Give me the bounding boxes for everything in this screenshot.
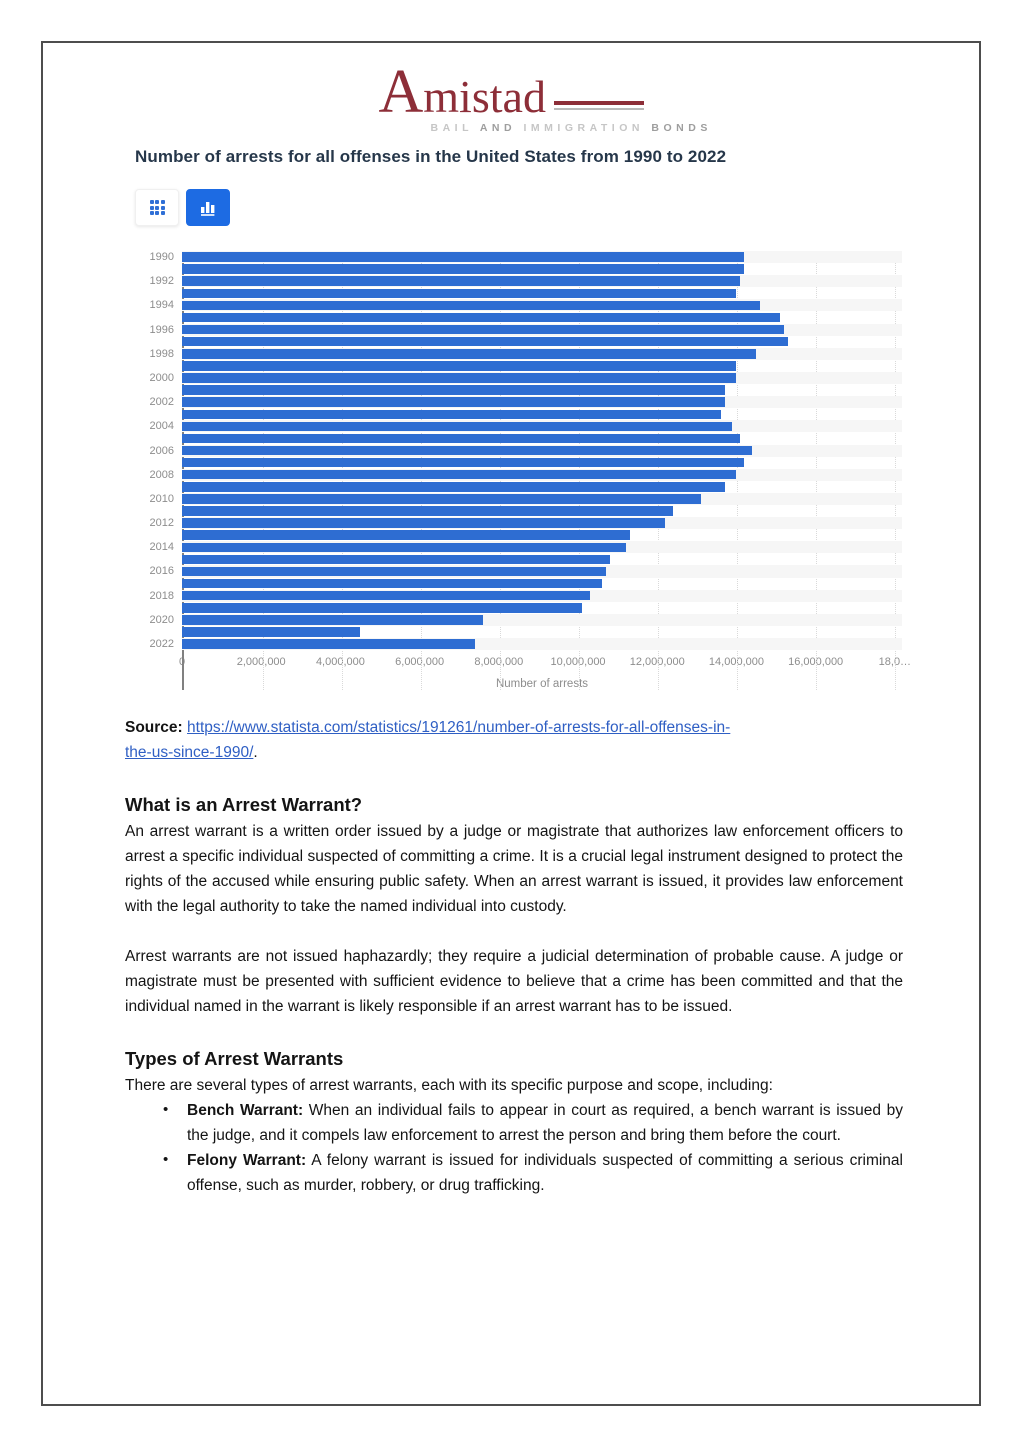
chart-row-2012 (135, 517, 902, 529)
chart-row-2011 (135, 505, 902, 517)
bar-2015[interactable] (182, 555, 610, 565)
y-axis-label: 1992 (149, 275, 174, 288)
bar-2017[interactable] (182, 579, 602, 589)
paragraph: Arrest warrants are not issued haphazardly; they require a judicial determination of probable cause. A judge or magistrate must be presented with sufficient evidence to believe that a crime has been committed and that the individual named in the warrant is likely responsible if an arrest warrant has to be issued. (125, 948, 903, 1015)
chart-row-2020 (135, 614, 902, 626)
chart-row-track (182, 565, 902, 577)
heading-types-of-arrest-warrants: Types of Arrest Warrants (125, 1048, 344, 1069)
chart-row-2006 (135, 445, 902, 457)
chart-row-track (182, 408, 902, 420)
article (125, 715, 903, 1198)
y-axis-label: 2014 (149, 541, 174, 554)
x-tick-label: 10,000,000 (550, 656, 606, 669)
x-tick-label: 14,000,000 (708, 656, 764, 669)
chart-row-1991 (135, 263, 902, 275)
bar-2009[interactable] (182, 482, 725, 492)
y-axis-label: 1990 (149, 251, 174, 264)
chart-row-1992 (135, 275, 902, 287)
chart-row-1999 (135, 360, 902, 372)
bar-2008[interactable] (182, 470, 736, 480)
chart-row-track (182, 481, 902, 493)
chart-row-1997 (135, 336, 902, 348)
chart-row-2014 (135, 541, 902, 553)
chart-row-track (182, 287, 902, 299)
chart-row-track (182, 590, 902, 602)
heading-what-is-arrest-warrant: What is an Arrest Warrant? (125, 794, 363, 815)
chart-plot-area (135, 251, 902, 650)
bar-1991[interactable] (182, 264, 744, 274)
chart-row-track (182, 626, 902, 638)
bar-2019[interactable] (182, 603, 582, 613)
chart-row-track (182, 420, 902, 432)
y-axis-label: 2006 (149, 444, 174, 457)
page-border (41, 41, 981, 1406)
logo (43, 58, 979, 139)
y-axis-label: 1998 (149, 347, 174, 360)
x-tick-label: 0 (178, 656, 186, 669)
chart-row-2018 (135, 590, 902, 602)
bar-2000[interactable] (182, 373, 736, 383)
chart-row-track (182, 384, 902, 396)
y-axis-label: 2020 (149, 613, 174, 626)
bar-2006[interactable] (182, 446, 752, 456)
bar-2005[interactable] (182, 434, 740, 444)
chart-row-track (182, 372, 902, 384)
chart-row-track (182, 432, 902, 444)
chart-row-2015 (135, 553, 902, 565)
chart-row-track (182, 578, 902, 590)
chart-row-2007 (135, 457, 902, 469)
bar-1997[interactable] (182, 337, 788, 347)
bar-1995[interactable] (182, 313, 780, 323)
chart-row-track (182, 348, 902, 360)
chart-row-2002 (135, 396, 902, 408)
bar-2013[interactable] (182, 530, 630, 540)
x-tick-label: 2,000,000 (236, 656, 286, 669)
bar-1990[interactable] (182, 252, 744, 262)
y-axis-label: 2000 (149, 371, 174, 384)
chart-row-2004 (135, 420, 902, 432)
chart-row-track (182, 445, 902, 457)
chart-row-2003 (135, 408, 902, 420)
x-tick-label: 4,000,000 (315, 656, 365, 669)
y-axis-label: 2012 (149, 517, 174, 530)
y-axis-label: 2002 (149, 396, 174, 409)
bullet-icon: • (163, 1101, 169, 1118)
bar-2016[interactable] (182, 567, 606, 577)
chart-row-track (182, 541, 902, 553)
y-axis-label: 2016 (149, 565, 174, 578)
x-axis-title: Number of arrests (495, 678, 589, 691)
chart-row-track (182, 324, 902, 336)
bar-1996[interactable] (182, 325, 784, 335)
chart-row-track (182, 505, 902, 517)
bar-2004[interactable] (182, 422, 732, 432)
chart-row-track (182, 493, 902, 505)
chart-row-track (182, 529, 902, 541)
chart-row-1995 (135, 311, 902, 323)
y-axis-label: 2018 (149, 589, 174, 602)
bar-2018[interactable] (182, 591, 590, 601)
logo-tagline: BAIL AND IMMIGRATION BONDS (430, 122, 712, 134)
paragraph: An arrest warrant is a written order issued by a judge or magistrate that authorizes law enforcement officers to arrest a specific individual suspected of committing a crime. It is a crucial legal instrument designed to protect the rights of the accused while ensuring public safety. When an arrest warrant is issued, it provides law enforcement with the legal authority to take the named individual into custody. (125, 823, 903, 915)
bar-2007[interactable] (182, 458, 744, 468)
x-tick-label: 12,000,000 (629, 656, 685, 669)
types-intro: There are several types of arrest warrants, each with its specific purpose and scope, including: (125, 1077, 773, 1094)
chart-row-track (182, 602, 902, 614)
logo-wordmark: Amistad (378, 58, 546, 126)
chart-row-2000 (135, 372, 902, 384)
chart-row-track (182, 553, 902, 565)
chart-row-track (182, 396, 902, 408)
bar-2021[interactable] (182, 627, 360, 637)
chart-row-track (182, 469, 902, 481)
bar-2003[interactable] (182, 410, 721, 420)
x-tick-label: 6,000,000 (395, 656, 445, 669)
source-citation: Source: https://www.statista.com/statistics/191261/number-of-arrests-for-all-offenses-in- the-us-since-1990/. (125, 719, 731, 761)
warrant-type-item (125, 1098, 903, 1148)
x-tick-label: 18,0… (878, 656, 912, 669)
chart-row-2016 (135, 565, 902, 577)
chart-title: Number of arrests for all offenses in the United States from 1990 to 2022 (135, 147, 727, 166)
chart-row-2008 (135, 469, 902, 481)
bar-2014[interactable] (182, 543, 626, 553)
chart-row-track (182, 263, 902, 275)
x-tick-label: 16,000,000 (788, 656, 844, 669)
bar-1993[interactable] (182, 289, 736, 299)
bar-2002[interactable] (182, 397, 725, 407)
chart-row-track (182, 336, 902, 348)
chart-row-track (182, 360, 902, 372)
chart-row-track (182, 638, 902, 650)
bar-2011[interactable] (182, 506, 673, 516)
bullet-icon: • (163, 1151, 169, 1168)
chart-row-track (182, 517, 902, 529)
chart-row-2019 (135, 602, 902, 614)
y-axis-label: 2004 (149, 420, 174, 433)
table-view-button[interactable] (135, 189, 179, 226)
chart-row-2005 (135, 432, 902, 444)
source-label: Source: (125, 719, 183, 736)
chart-row-track (182, 311, 902, 323)
chart-row-2009 (135, 481, 902, 493)
chart-row-1990 (135, 251, 902, 263)
warrant-type-label: Bench Warrant: (187, 1102, 304, 1119)
chart-row-2001 (135, 384, 902, 396)
bar-2022[interactable] (182, 639, 475, 649)
logo-rule-lines (554, 101, 644, 110)
chart-row-2010 (135, 493, 902, 505)
chart-row-1998 (135, 348, 902, 360)
bar-1999[interactable] (182, 361, 736, 371)
table-grid-icon (150, 200, 165, 215)
bar-chart-icon (199, 199, 217, 217)
bar-2020[interactable] (182, 615, 483, 625)
chart-view-button[interactable] (186, 189, 230, 226)
chart-row-track (182, 299, 902, 311)
chart-row-2022 (135, 638, 902, 650)
chart-row-track (182, 457, 902, 469)
chart-row-track (182, 614, 902, 626)
chart-row-2021 (135, 626, 902, 638)
chart-row-2013 (135, 529, 902, 541)
chart-row-track (182, 275, 902, 287)
chart-view-toggle (135, 189, 925, 226)
x-tick-label: 8,000,000 (474, 656, 524, 669)
chart-row-1993 (135, 287, 902, 299)
chart-section (135, 147, 925, 690)
warrant-type-text: A felony warrant is issued for individuals suspected of committing a serious criminal offense, such as murder, robbery, or drug trafficking. (187, 1152, 903, 1194)
bar-2012[interactable] (182, 518, 665, 528)
warrant-type-text: When an individual fails to appear in court as required, a bench warrant is issued by the judge, and it compels law enforcement to arrest the person and bring them before the court. (187, 1102, 903, 1144)
y-axis-label: 2022 (149, 638, 174, 651)
bar-1994[interactable] (182, 301, 760, 311)
chart-row-track (182, 251, 902, 263)
bar-2001[interactable] (182, 385, 725, 395)
bar-chart (135, 251, 912, 691)
bar-1992[interactable] (182, 276, 740, 286)
warrant-type-label: Felony Warrant: (187, 1152, 307, 1169)
bar-1998[interactable] (182, 349, 756, 359)
source-link[interactable]: https://www.statista.com/statistics/191261/number-of-arrests-for-all-offenses-in- the-us-since-1990/ (125, 719, 731, 761)
chart-row-1996 (135, 324, 902, 336)
y-axis-label: 1994 (149, 299, 174, 312)
y-axis-label: 1996 (149, 323, 174, 336)
chart-row-2017 (135, 578, 902, 590)
chart-row-1994 (135, 299, 902, 311)
bar-2010[interactable] (182, 494, 701, 504)
warrant-type-item (125, 1148, 903, 1198)
y-axis-label: 2010 (149, 492, 174, 505)
y-axis-label: 2008 (149, 468, 174, 481)
warrant-types-list (125, 1098, 903, 1198)
